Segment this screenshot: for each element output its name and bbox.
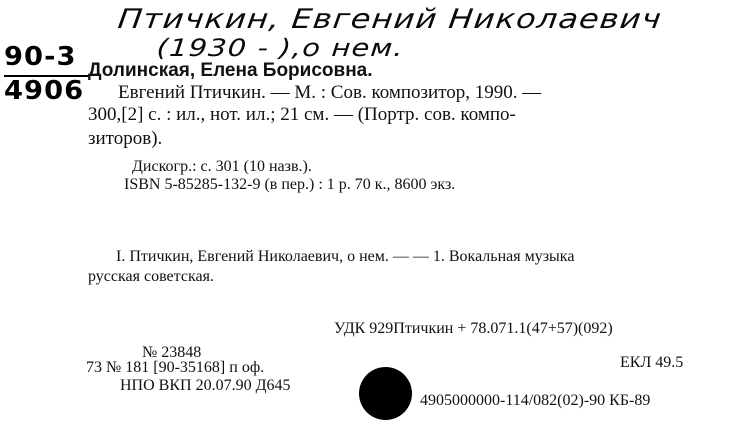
isbn-note: ISBN 5-85285-132-9 (в пер.) : 1 р. 70 к., 8600 экз. <box>124 176 456 193</box>
discography-note: Дискогр.: с. 301 (10 назв.). <box>132 158 312 175</box>
author-heading: Долинская, Елена Борисовна. <box>88 60 373 81</box>
handwritten-heading-dates: (1930 - ),о нем. <box>155 34 406 62</box>
title-line-1: Евгений Птичкин. — М. : Сов. композитор, 1990. — <box>118 82 542 103</box>
title-line-2: 300,[2] с. : ил., нот. ил.; 21 см. — (Портр. сов. компо- <box>88 104 516 125</box>
subject-tracing-line-2: русская советская. <box>88 268 214 285</box>
subject-tracing-line-1: I. Птичкин, Евгений Николаевич, о нем. — — 1. Вокальная музыка <box>116 248 575 265</box>
call-number-bottom: 4906 <box>4 76 85 106</box>
handwritten-heading-name: Птичкин, Евгений Николаевич <box>116 4 664 35</box>
catalog-code: 4905000000-114/082(02)-90 КБ-89 <box>420 392 651 409</box>
punch-hole <box>359 367 412 420</box>
publisher-line: НПО ВКП 20.07.90 Д645 <box>120 377 291 394</box>
title-line-3: зиторов). <box>88 128 163 149</box>
call-number-top: 90-3 <box>4 42 77 72</box>
order-line: 73 № 181 [90-35168] п оф. <box>86 359 265 376</box>
card-number: № 23848 <box>142 344 202 361</box>
udk-classification: УДК 929Птичкин + 78.071.1(47+57)(092) <box>334 320 613 337</box>
ekl-code: ЕКЛ 49.5 <box>620 354 684 371</box>
